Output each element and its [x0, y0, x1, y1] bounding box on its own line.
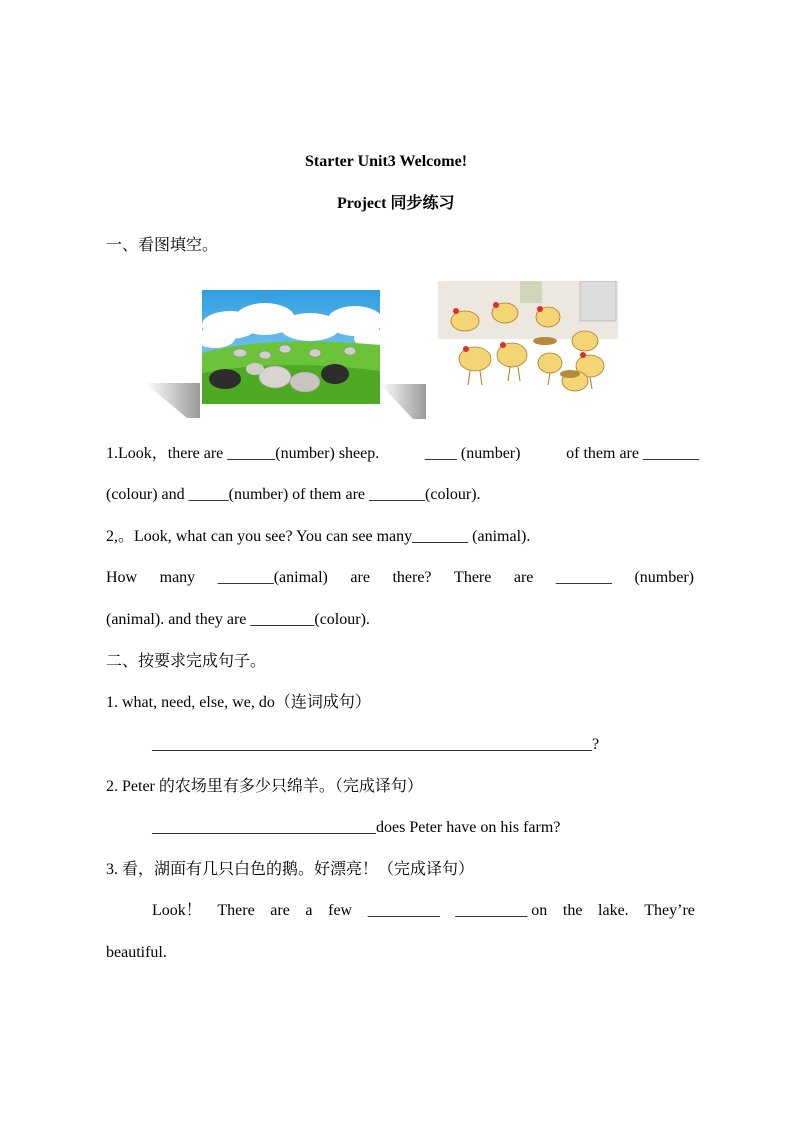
section-2-heading: 二、按要求完成句子。 [106, 653, 267, 670]
word: are [513, 569, 534, 586]
word: There [454, 569, 492, 586]
worksheet-title: Starter Unit3 Welcome! [305, 153, 468, 170]
word: _________ on [455, 902, 548, 919]
question-1-part-a: 1.Look，there are ______(number) sheep. [106, 445, 380, 462]
word: few [328, 902, 353, 919]
section-2-question-1: 1. what, need, else, we, do（连词成句） [106, 694, 371, 711]
word: are [350, 569, 370, 586]
question-2-line-3: (animal). and they are ________(colour). [106, 611, 370, 628]
word: (number) [634, 569, 694, 586]
word: They’re [644, 902, 695, 919]
chickens-feeding-picture [380, 281, 620, 423]
section-2-answer-3 [152, 901, 695, 921]
worksheet-subtitle: Project 同步练习 [337, 195, 455, 212]
word: many [159, 569, 196, 586]
word: lake. [598, 902, 629, 919]
section-2-answer-1: _______________________________________________________? [152, 736, 600, 753]
section-1-heading: 一、看图填空。 [106, 237, 219, 254]
word: Look！ [152, 902, 202, 919]
word: _______ [555, 569, 612, 586]
word: a [305, 902, 313, 919]
question-1-part-b: ____ (number) [424, 445, 521, 462]
section-2-answer-3-tail: beautiful. [106, 944, 167, 961]
word: the [562, 902, 583, 919]
word: _______(animal) [217, 569, 328, 586]
section-2-question-3: 3. 看，湖面有几只白色的鹅。好漂亮！（完成译句） [106, 861, 475, 878]
question-1-part-c: of them are _______ [566, 445, 699, 462]
section-2-answer-2: ____________________________does Peter have on his farm? [152, 819, 561, 836]
question-1-line-1 [106, 444, 699, 464]
question-2-line-1: 2,。Look, what can you see? You can see many_______ (animal). [106, 528, 531, 545]
section-2-question-2: 2. Peter 的农场里有多少只绵羊。（完成译句） [106, 778, 423, 795]
word: There [217, 902, 255, 919]
question-1-line-2: (colour) and _____(number) of them are _______(colour). [106, 486, 481, 503]
sheep-on-grass-picture [145, 283, 385, 423]
word: How [106, 569, 138, 586]
word: are [270, 902, 290, 919]
word: _________ [367, 902, 440, 919]
question-2-line-2 [106, 568, 694, 588]
word: there? [392, 569, 432, 586]
